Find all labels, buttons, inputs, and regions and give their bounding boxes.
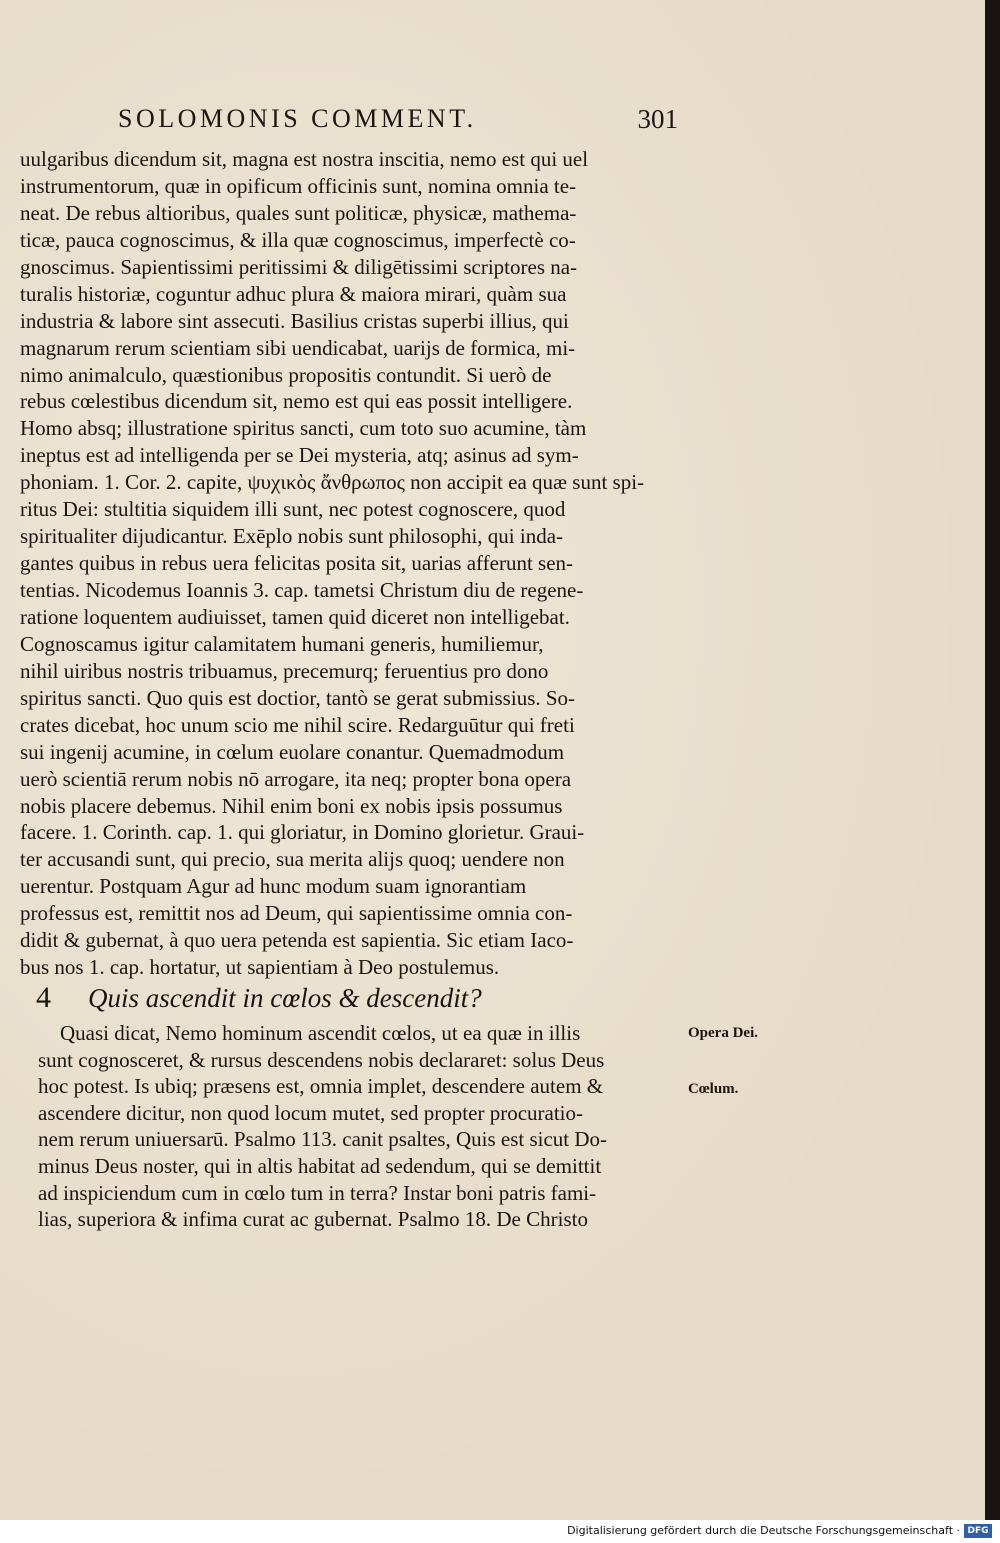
text-line: industria & labore sint assecuti. Basilius cristas superbi illius, qui — [20, 308, 569, 333]
digitization-footer — [0, 1520, 1000, 1543]
text-line: ter accusandi sunt, qui precio, sua merita alijs quoq; uendere non — [20, 847, 565, 872]
text-line: hoc potest. Is ubiq; præsens est, omnia implet, descendere autem & — [38, 1074, 604, 1099]
page-header — [118, 104, 678, 140]
text-line: ticæ, pauca cognoscimus, & illa quæ cognoscimus, imperfectè co- — [20, 227, 576, 252]
text-line: ritus Dei: stultitia siquidem illi sunt, nec potest cognoscere, quod — [20, 497, 566, 522]
text-line: Homo absq; illustratione spiritus sancti, cum toto suo acumine, tàm — [20, 416, 587, 441]
dfg-logo-icon: DFG — [964, 1524, 992, 1538]
text-line: instrumentorum, quæ in opificum officinis sunt, nomina omnia te- — [20, 173, 577, 198]
running-title: SOLOMONIS COMMENT. — [118, 104, 477, 133]
text-line: phoniam. 1. Cor. 2. capite, ψυχικὸς ἄνθρωπος non accipit ea quæ sunt spi- — [20, 470, 645, 495]
text-line: ad inspiciendum cum in cœlo tum in terra? Instar boni patris fami- — [38, 1180, 597, 1205]
text-line: ineptus est ad intelligenda per se Dei mysteria, atq; asinus ad sym- — [20, 443, 579, 468]
text-line: nem rerum uniuersarū. Psalmo 113. canit psaltes, Quis est sicut Do- — [38, 1127, 608, 1152]
text-line: nobis placere debemus. Nihil enim boni ex nobis ipsis possumus — [20, 793, 563, 818]
text-line: nihil uiribus nostris tribuamus, precemurq; feruentius pro dono — [20, 658, 549, 683]
commentary-text — [38, 1020, 683, 1233]
text-line: sui ingenij acumine, in cœlum euolare conantur. Quemadmodum — [20, 739, 565, 764]
text-line: uulgaribus dicendum sit, magna est nostra inscitia, nemo est qui uel — [20, 147, 589, 171]
text-line: gnoscimus. Sapientissimi peritissimi & diligētissimi scriptores na- — [20, 254, 578, 279]
text-line: uerentur. Postquam Agur ad hunc modum suam ignorantiam — [20, 874, 527, 899]
text-line: ratione loquentem audiuisset, tamen quid diceret non intelligebat. — [20, 604, 570, 629]
marginal-note: Cœlum. — [688, 1081, 739, 1097]
text-line: minus Deus noster, qui in altis habitat ad sedendum, qui se demittit — [38, 1153, 602, 1178]
text-line: gantes quibus in rebus uera felicitas posita sit, uarias afferunt sen- — [20, 551, 574, 576]
text-line: facere. 1. Corinth. cap. 1. qui gloriatur, in Domino glorietur. Graui- — [20, 820, 585, 845]
text-line: neat. De rebus altioribus, quales sunt politicæ, physicæ, mathema- — [20, 200, 577, 225]
text-line: ascendere dicitur, non quod locum mutet, sed propter procuratio- — [38, 1100, 583, 1125]
text-line: turalis historiæ, coguntur adhuc plura & maiora mirari, quàm sua — [20, 281, 567, 306]
text-line: bus nos 1. cap. hortatur, ut sapientiam à Deo postulemus. — [20, 955, 500, 980]
text-line: spiritualiter dijudicantur. Exēplo nobis sunt philosophi, qui inda- — [20, 524, 564, 549]
text-line: sunt cognosceret, & rursus descendens nobis declararet: solus Deus — [38, 1047, 605, 1072]
page-number: 301 — [637, 104, 678, 134]
text-line: magnarum rerum scientiam sibi uendicabat, uarijs de formica, mi- — [20, 335, 576, 360]
text-line: didit & gubernat, à quo uera petenda est sapientia. Sic etiam Iaco- — [20, 928, 574, 953]
text-line: rebus cœlestibus dicendum sit, nemo est qui eas possit intelligere. — [20, 389, 573, 414]
verse-number: 4 — [36, 981, 51, 1014]
marginal-note: Opera Dei. — [688, 1025, 758, 1041]
footer-credit: Digitalisierung gefördert durch die Deutsche Forschungsgemeinschaft · — [567, 1524, 960, 1537]
text-line: Quasi dicat, Nemo hominum ascendit cœlos, ut ea quæ in illis — [60, 1021, 581, 1045]
text-line: uerò scientiā rerum nobis nō arrogare, ita neq; propter bona opera — [20, 766, 572, 791]
text-line: spiritus sancti. Quo quis est doctior, tantò se gerat submissius. So- — [20, 685, 576, 710]
marginal-notes — [688, 1023, 798, 1135]
text-line: nimo animalculo, quæstionibus propositis contundit. Si uerò de — [20, 362, 552, 387]
text-line: Cognoscamus igitur calamitatem humani generis, humiliemur, — [20, 631, 544, 656]
text-line: lias, superiora & infima curat ac gubernat. Psalmo 18. De Christo — [38, 1207, 588, 1232]
body-text — [20, 146, 680, 981]
text-line: tentias. Nicodemus Ioannis 3. cap. tametsi Christum diu de regene- — [20, 578, 584, 602]
verse-text: Quis ascendit in cœlos & descendit? — [88, 983, 482, 1013]
text-line: professus est, remittit nos ad Deum, qui sapientissime omnia con- — [20, 901, 573, 926]
verse-heading — [36, 981, 676, 1021]
text-line: crates dicebat, hoc unum scio me nihil scire. Redarguūtur qui freti — [20, 712, 575, 737]
